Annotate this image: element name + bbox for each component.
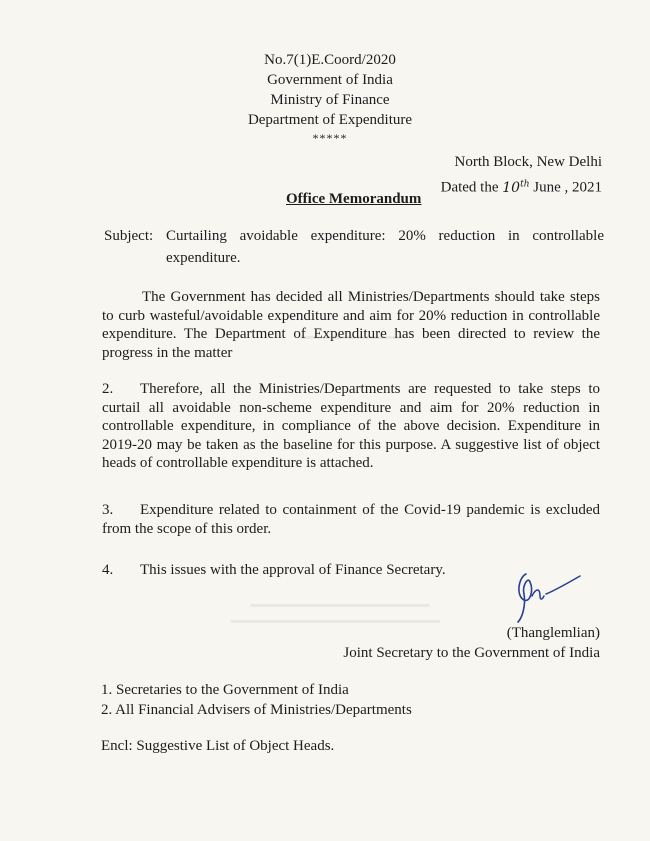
government-name: Government of India (267, 72, 393, 88)
enclosure-note: Encl: Suggestive List of Object Heads. (101, 738, 335, 754)
signatory-designation: Joint Secretary to the Government of India (343, 645, 600, 661)
document-header (230, 50, 430, 146)
paragraph-number: 4. (102, 562, 114, 578)
distribution-list (101, 680, 412, 720)
day-value: 10 (502, 179, 521, 196)
file-number: No.7(1)E.Coord/2020 (264, 52, 396, 68)
date-line (441, 173, 602, 199)
paragraph-number: 2. (102, 381, 114, 397)
month-year: June , 2021 (533, 179, 602, 196)
separator-stars: ***** (312, 131, 348, 145)
paragraph-3 (102, 501, 600, 538)
handwritten-day (502, 180, 529, 196)
paragraph-number: 3. (102, 502, 114, 518)
dated-prefix: Dated the (440, 179, 499, 196)
distribution-item: 1. Secretaries to the Government of India (101, 682, 349, 698)
subject-block (104, 225, 604, 269)
show-through-mark (250, 604, 430, 607)
day-suffix: th (520, 179, 530, 189)
subject-label: Subject: (104, 228, 154, 244)
place-date-block (441, 151, 602, 199)
paragraph-text: Therefore, all the Ministries/Departments are requested to take steps to curtail all avoidable non-scheme expenditure and aim for 20% reduction in controllable expenditure, in compliance of the above decision. Expenditure in 2019-20 may be taken as the baseline for this purpose. A suggestive list of object heads of controllable expenditure is attached. (102, 381, 600, 471)
subject-text: Curtailing avoidable expenditure: 20% reduction in controllable expenditure. (166, 228, 604, 266)
signatory-name: (Thanglemlian) (506, 625, 600, 641)
paragraph-text: The Government has decided all Ministries/Departments should take steps to curb wasteful/avoidable expenditure and aim for 20% reduction in controllable expenditure. The Department of Expenditure has been directed to review the progress in the matter (102, 289, 600, 361)
show-through-mark (230, 620, 440, 623)
paragraph-text: Expenditure related to containment of the Covid-19 pandemic is excluded from the scope of this order. (102, 502, 600, 537)
department-name: Department of Expenditure (247, 112, 413, 128)
signature-icon (508, 566, 588, 626)
paragraph-1 (102, 288, 600, 362)
paragraph-2 (102, 380, 600, 473)
distribution-item: 2. All Financial Advisers of Ministries/Departments (101, 702, 412, 718)
paragraph-text: This issues with the approval of Finance Secretary. (140, 562, 446, 578)
location: North Block, New Delhi (454, 154, 602, 170)
memo-title: Office Memorandum (286, 191, 422, 207)
show-through-mark (300, 336, 400, 339)
ministry-name: Ministry of Finance (270, 92, 390, 108)
